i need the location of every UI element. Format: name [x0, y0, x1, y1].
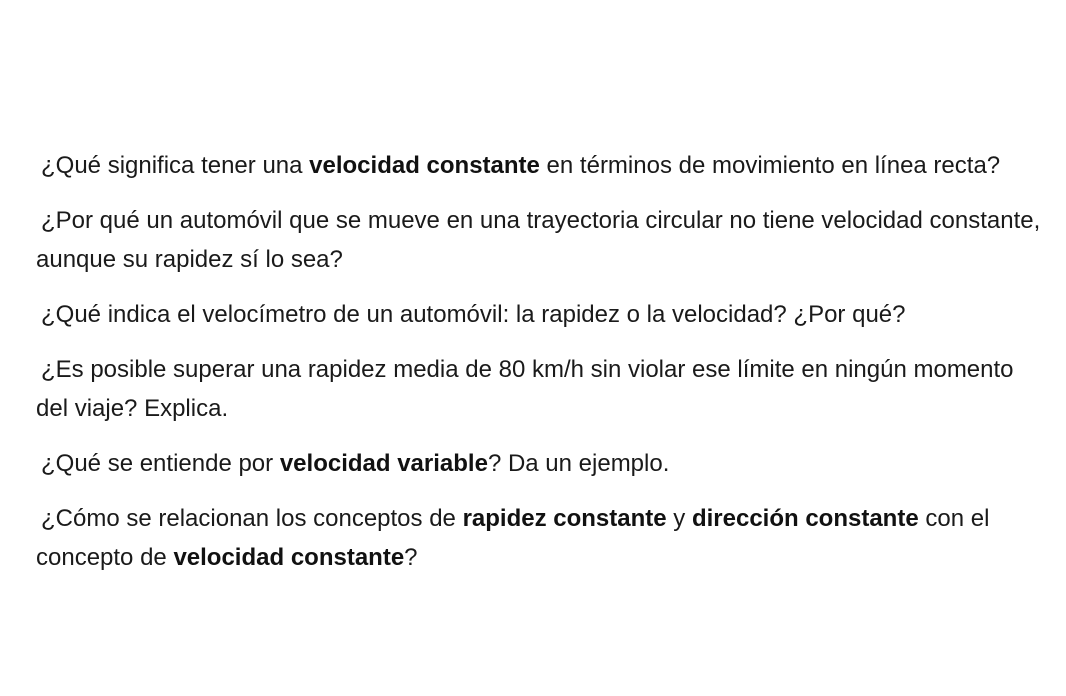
question-text: ¿Qué indica el velocímetro de un automóvil: la rapidez o la velocidad? ¿Por qué?: [41, 301, 906, 328]
bold-term: velocidad variable: [279, 450, 488, 477]
bold-term: velocidad constante: [173, 544, 405, 571]
bold-term: velocidad constante: [309, 152, 540, 179]
question-5: [36, 444, 1046, 499]
question-text: ¿Cómo se relacionan los conceptos de: [41, 505, 463, 532]
question-1: [36, 146, 1046, 201]
question-text: ¿Es posible superar una rapidez media de 80 km/h sin violar ese límite en ningún momento del viaje? Explica.: [36, 356, 1014, 422]
bold-term: dirección constante: [691, 505, 919, 532]
question-6: [36, 499, 1046, 593]
question-text: ? Da un ejemplo.: [487, 450, 670, 477]
question-text: ¿Qué significa tener una: [41, 152, 310, 179]
question-3: [36, 295, 1046, 350]
question-text: ?: [404, 544, 418, 571]
question-text: ¿Por qué un automóvil que se mueve en una trayectoria circular no tiene velocidad constante, aunque su rapidez sí lo sea?: [36, 207, 1041, 273]
question-text: en términos de movimiento en línea recta?: [539, 152, 1001, 179]
question-text: ¿Qué se entiende por: [41, 450, 280, 477]
question-text: y: [666, 505, 692, 532]
question-4: [36, 350, 1046, 444]
question-text: con el concepto de: [36, 505, 990, 571]
bold-term: rapidez constante: [462, 505, 667, 532]
question-2: [36, 201, 1046, 295]
document-body: [36, 146, 1046, 593]
